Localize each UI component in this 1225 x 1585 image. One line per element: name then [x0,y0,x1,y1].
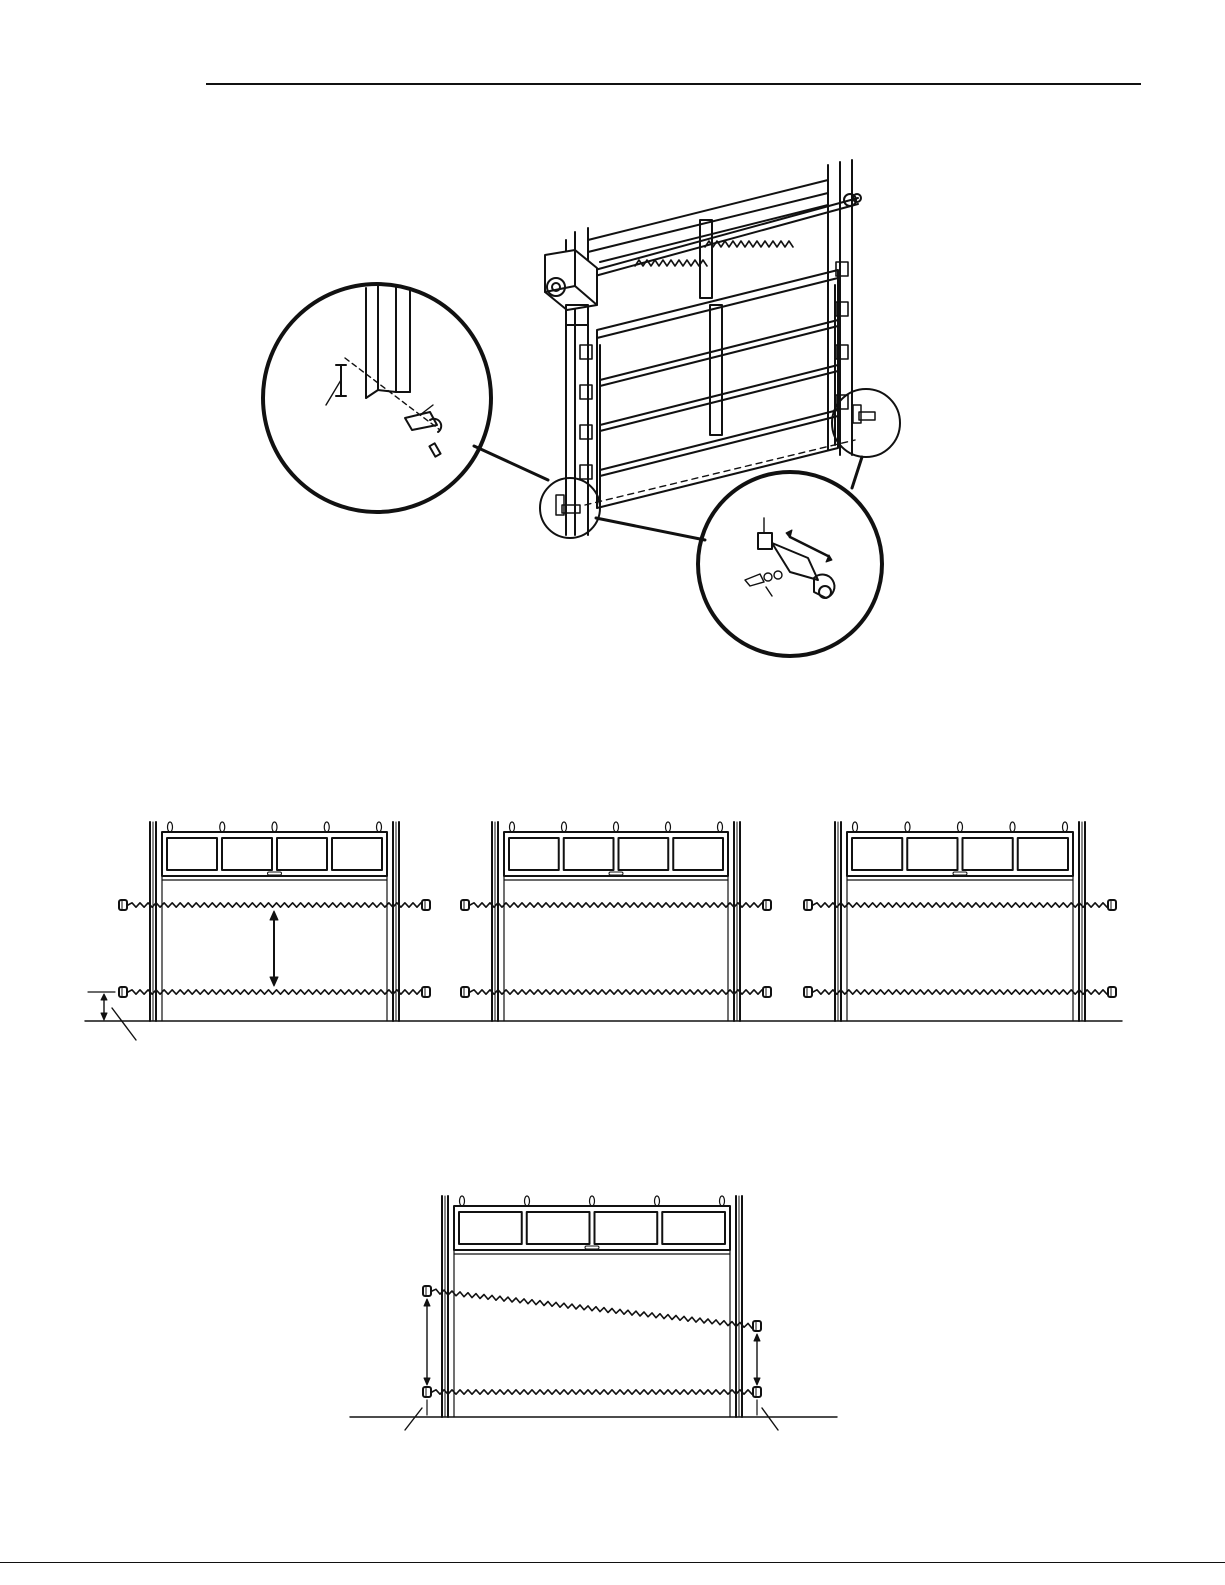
handle [585,1246,599,1249]
sensor [461,987,469,997]
hinge-oval [324,822,329,832]
sensor [804,987,812,997]
leader-line [762,1408,778,1430]
door-window [619,838,669,870]
door-window [1018,838,1068,870]
door-window [673,838,723,870]
callout-left-small [540,478,600,538]
arrowhead [754,1334,760,1341]
door-window [963,838,1013,870]
sensor-beam [128,990,421,994]
sensor [422,987,430,997]
hinge-oval [1010,822,1015,832]
sensor-beam [432,1390,752,1394]
sensor-beam-line [585,440,855,505]
leader-left [474,446,548,480]
door-window [564,838,614,870]
handle [953,872,967,875]
leader-line [405,1408,422,1430]
door-view [804,822,1116,1021]
handle [609,872,623,875]
leader-line [112,1008,136,1040]
door-window [332,838,382,870]
sensor [422,900,430,910]
arrowhead [101,994,107,1000]
sensor [119,900,127,910]
sensor-beam [470,990,762,994]
hinge-oval [1063,822,1068,832]
sensor [763,987,771,997]
hinge-oval [720,1196,725,1206]
small-sensor-right [853,405,875,423]
sensor [763,900,771,910]
door-window [222,838,272,870]
door-view [405,1196,778,1430]
sensor [119,987,127,997]
hinge-oval [655,1196,660,1206]
sensor [423,1387,431,1397]
arrowhead [101,1013,107,1020]
door-window [662,1212,725,1244]
arrowhead [754,1378,760,1385]
sensor [753,1387,761,1397]
hinge-oval [614,822,619,832]
operator-unit [545,250,597,325]
sensor [461,900,469,910]
sensor [753,1321,761,1331]
hinge-oval [562,822,567,832]
door-window [907,838,957,870]
hinge-oval [168,822,173,832]
door-window [277,838,327,870]
hinge-oval [377,822,382,832]
hinge-oval [718,822,723,832]
figure-beam-comparison [85,822,1122,1040]
misaligned-beam [432,1289,752,1328]
door-window [167,838,217,870]
door-window [527,1212,590,1244]
hinge-oval [460,1196,465,1206]
leader-right-upper [852,457,862,488]
hinge-oval [590,1196,595,1206]
sensor-beam [128,903,421,907]
hinge-oval [272,822,277,832]
hinge-oval [525,1196,530,1206]
hinge-oval [853,822,858,832]
sensor-beam [470,903,762,907]
hinge-oval [220,822,225,832]
detail-circle-right [698,472,882,656]
footer-rule [0,1562,1225,1563]
hinge-oval [905,822,910,832]
arrowhead [424,1378,430,1385]
figure-misalignment [350,1196,837,1430]
handle [268,872,282,875]
detail-circle-left [263,284,491,512]
door-window [459,1212,522,1244]
sensor [804,900,812,910]
hinge-oval [510,822,515,832]
sensor [1108,900,1116,910]
door-window [509,838,559,870]
sensor [423,1286,431,1296]
hinge-oval [666,822,671,832]
door-view [461,822,771,1021]
hinge-oval [958,822,963,832]
sensor-beam [813,990,1107,994]
sensor [1108,987,1116,997]
arrowhead [424,1299,430,1306]
arrowhead [270,977,278,986]
arrowhead [270,911,278,920]
leader-right-lower [596,518,705,540]
door-window [595,1212,658,1244]
door-window [852,838,902,870]
callout-right-small [832,389,900,457]
sensor-beam [813,903,1107,907]
door-view [88,822,430,1040]
figure-door-installation [263,160,900,656]
small-sensor-left [556,495,580,515]
